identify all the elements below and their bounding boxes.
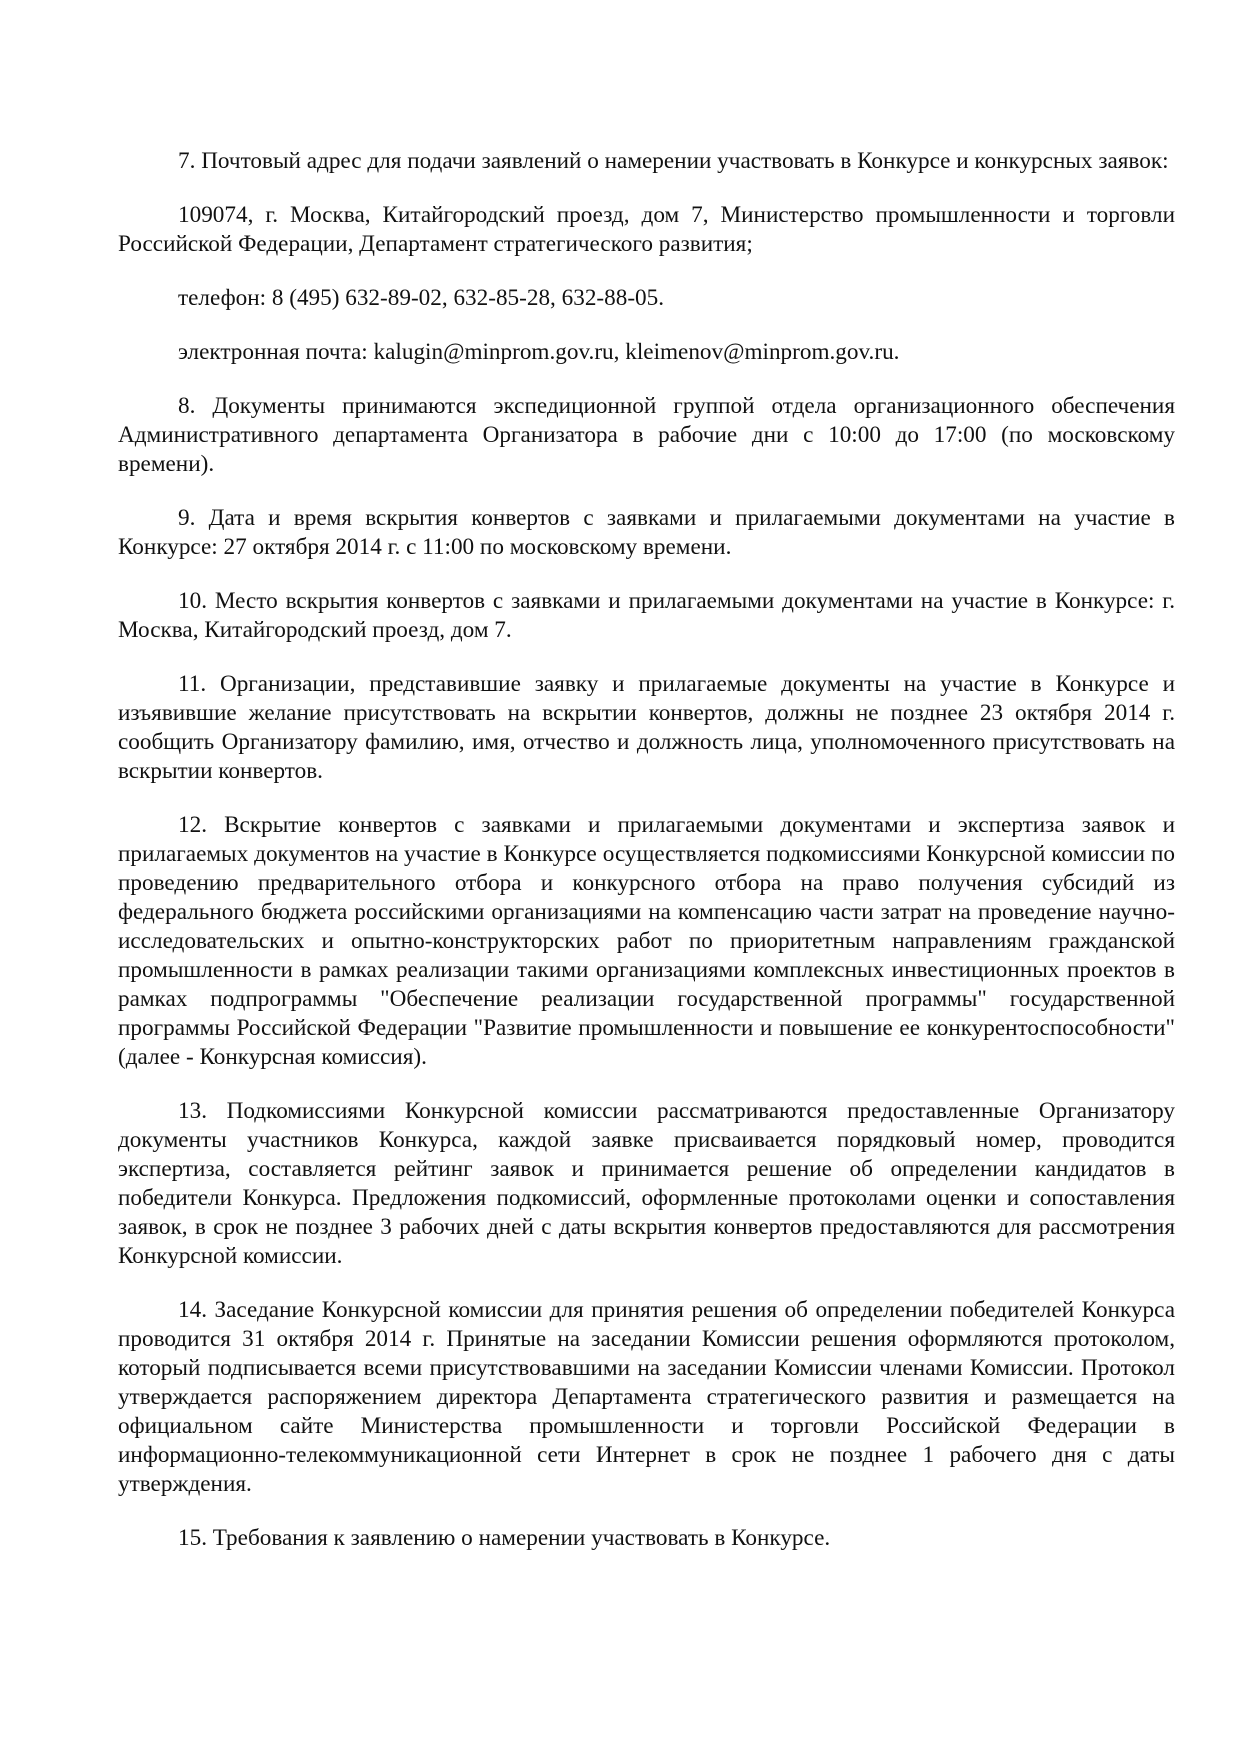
paragraph-14-commission-meeting: 14. Заседание Конкурсной комиссии для принятия решения об определении победителей Конкурса проводится 31 октября 2014 г. Принятые на заседании Комиссии решения оформляются протоколом, который подписывается всеми присутствовавшими на заседании Комиссии членами Комиссии. Протокол утверждается распоряжением директора Департамента стратегического развития и размещается на официальном сайте Министерства промышленности и торговли Российской Федерации в информационно-телекоммуникационной сети Интернет в срок не позднее 1 рабочего дня с даты утверждения. — [118, 1297, 1175, 1497]
paragraph-13-subcommissions: 13. Подкомиссиями Конкурсной комиссии рассматриваются предоставленные Организатору документы участников Конкурса, каждой заявке присваивается порядковый номер, проводится экспертиза, составляется рейтинг заявок и принимается решение об определении кандидатов в победители Конкурса. Предложения подкомиссий, оформленные протоколами оценки и сопоставления заявок, в срок не позднее 3 рабочих дней с даты вскрытия конвертов предоставляются для рассмотрения Конкурсной комиссии. — [118, 1098, 1175, 1269]
paragraph-9-opening-date: 9. Дата и время вскрытия конвертов с заявками и прилагаемыми документами на участие в Конкурсе: 27 октября 2014 г. с 11:00 по московскому времени. — [118, 505, 1175, 560]
paragraph-11-organizations: 11. Организации, представившие заявку и прилагаемые документы на участие в Конкурсе и изъявившие желание присутствовать на вскрытии конвертов, должны не позднее 23 октября 2014 г. сообщить Организатору фамилию, имя, отчество и должность лица, уполномоченного присутствовать на вскрытии конвертов. — [118, 671, 1175, 784]
paragraph-email: электронная почта: kalugin@minprom.gov.ru, kleimenov@minprom.gov.ru. — [178, 339, 900, 365]
paragraph-7-postal-address: 7. Почтовый адрес для подачи заявлений о намерении участвовать в Конкурсе и конкурсных заявок: — [178, 148, 1169, 174]
paragraph-address: 109074, г. Москва, Китайгородский проезд, дом 7, Министерство промышленности и торговли Российской Федерации, Департамент стратегического развития; — [118, 202, 1175, 257]
paragraph-phone: телефон: 8 (495) 632-89-02, 632-85-28, 632-88-05. — [178, 285, 665, 311]
paragraph-12-envelope-opening: 12. Вскрытие конвертов с заявками и прилагаемыми документами и экспертиза заявок и прилагаемых документов на участие в Конкурсе осуществляется подкомиссиями Конкурсной комиссии по проведению предварительного отбора и конкурсного отбора на право получения субсидий из федерального бюджета российскими организациями на компенсацию части затрат на проведение научно-исследовательских и опытно-конструкторских работ по приоритетным направлениям гражданской промышленности в рамках реализации такими организациями комплексных инвестиционных проектов в рамках подпрограммы "Обеспечение реализации государственной программы" государственной программы Российской Федерации "Развитие промышленности и повышение ее конкурентоспособности" (далее - Конкурсная комиссия). — [118, 812, 1175, 1070]
paragraph-8-documents: 8. Документы принимаются экспедиционной группой отдела организационного обеспечения Административного департамента Организатора в рабочие дни с 10:00 до 17:00 (по московскому времени). — [118, 393, 1175, 477]
document-page — [118, 147, 1175, 1578]
paragraph-15-requirements: 15. Требования к заявлению о намерении участвовать в Конкурсе. — [178, 1525, 831, 1551]
paragraph-10-opening-place: 10. Место вскрытия конвертов с заявками и прилагаемыми документами на участие в Конкурсе: г. Москва, Китайгородский проезд, дом 7. — [118, 588, 1175, 643]
